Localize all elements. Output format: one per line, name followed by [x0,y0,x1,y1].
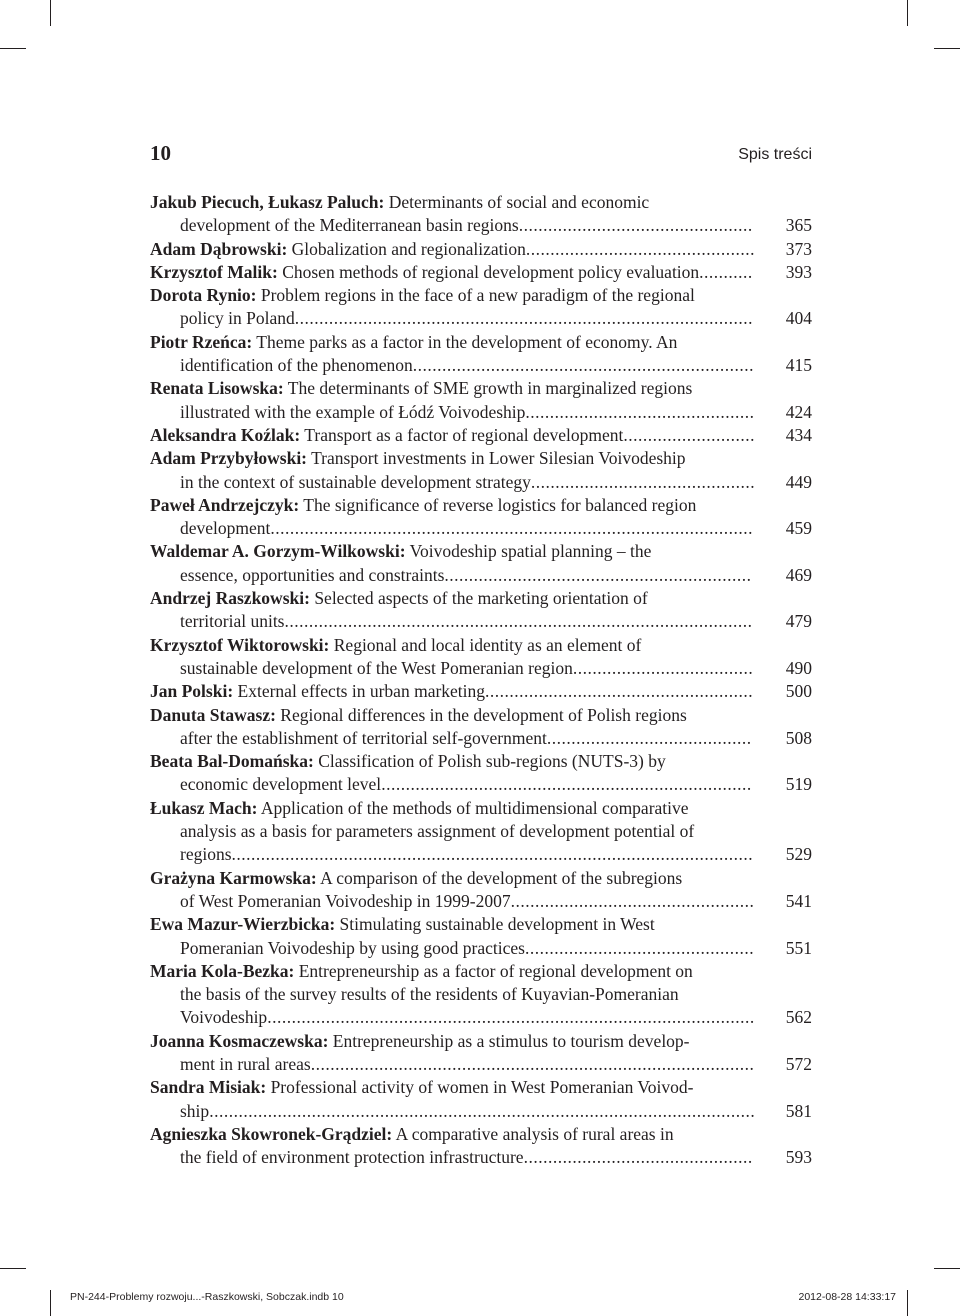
toc-entry-page: 500 [785,681,812,702]
toc-entry-page: 551 [785,937,812,958]
toc-entry [150,913,812,960]
toc-entry [150,797,812,867]
toc-entry [150,960,812,1030]
crop-mark [934,48,960,49]
toc-entry-title [150,447,760,494]
toc-entry-title-line: A comparison of the development of the subregions [316,867,683,888]
toc-entry [150,587,812,634]
toc-entry [150,750,812,797]
leader-dots: ........................... [623,424,756,445]
toc-entry [150,1076,812,1123]
leader-dots: ........................................................................................................... [231,844,754,865]
leader-dots: ................................................ [518,215,753,236]
footer-timestamp: 2012-08-28 14:33:17 [798,1291,896,1303]
leader-dots: ............................................... [525,401,755,422]
toc-entry-title-line: essence, opportunities and constraints [180,564,445,585]
toc-entry-title-line: Problem regions in the face of a new paradigm of the regional [256,285,695,306]
toc-entry-title-line: A comparative analysis of rural areas in [392,1123,674,1144]
toc-entry-title [150,540,760,587]
toc-entry-title [150,494,760,541]
toc-entry-title-line: Entrepreneurship as a factor of regional development on [294,960,693,981]
toc-entry-title-line: Transport as a factor of regional development [300,424,624,445]
toc-entry-page: 424 [785,401,812,422]
leader-dots: ................................................................................................................ [209,1100,756,1121]
leader-dots: .................................................................................................... [267,1007,755,1028]
toc-entry-title-line: in the context of sustainable development strategy [180,471,531,492]
page-header [150,140,812,170]
toc-entry-author: Łukasz Mach: [150,797,258,818]
toc-entry-title-line: Theme parks as a factor in the development of economy. An [252,331,678,352]
toc-entry-author: Danuta Stawasz: [150,704,276,725]
leader-dots: .................................................. [510,890,755,911]
toc-entry-title-line: Application of the methods of multidimensional comparative [257,797,689,818]
crop-mark [0,48,26,49]
leader-dots: .............................................. [530,471,756,492]
toc-entry-title [150,960,760,1030]
toc-entry-author: Paweł Andrzejczyk: [150,494,300,515]
toc-entry-author: Maria Kola-Bezka: [150,960,295,981]
toc-entry-title-line: Pomeranian Voivodeship by using good practices [180,937,525,958]
crop-mark [907,0,908,26]
toc-entry-author: Krzysztof Malik: [150,261,278,282]
toc-entry-title-line: sustainable development of the West Pomeranian region [180,657,573,678]
toc-entry [150,447,812,494]
leader-dots: ................................................................................................ [284,611,753,632]
toc-entry-title [150,238,760,261]
toc-entry [150,680,812,703]
crop-mark [934,1268,960,1269]
toc-entry-author: Dorota Rynio: [150,285,257,306]
toc-entry-title-line: economic development level [180,774,382,795]
toc-entry [150,238,812,261]
leader-dots: ............................................................... [444,564,752,585]
toc-entry-title-line: Entrepreneurship as a stimulus to tourism develop- [328,1030,690,1051]
toc-entry-author: Sandra Misiak: [150,1077,267,1098]
toc-entry-page: 541 [785,890,812,911]
toc-entry-page: 490 [785,657,812,678]
toc-entry-title [150,587,760,634]
toc-entry-author: Jakub Piecuch, Łukasz Paluch: [150,192,385,212]
toc-entry-title-line: Chosen methods of regional development policy evaluation [277,261,700,282]
toc-entry-title [150,1030,760,1077]
leader-dots: ........... [699,261,753,282]
toc-entry-title-line: development of the Mediterranean basin regions [180,215,519,236]
toc-entry-page: 415 [785,355,812,376]
toc-entry-title-line: Determinants of social and economic [384,192,650,212]
toc-entry [150,494,812,541]
toc-entry-title-line: The significance of reverse logistics for balanced region [299,494,697,515]
toc-entry-title [150,284,760,331]
leader-dots: .......................................... [546,727,752,748]
toc-entry-page: 479 [785,611,812,632]
toc-entry-title [150,797,760,867]
toc-entry-author: Waldemar A. Gorzym-Wilkowski: [150,541,406,562]
toc-entry-author: Jan Polski: [150,681,234,702]
toc-entry-title-line: ship [180,1100,210,1121]
toc-entry-title-line: External effects in urban marketing [233,681,486,702]
toc-entry [150,377,812,424]
toc-entry-page: 434 [785,424,812,445]
toc-entry-title [150,750,760,797]
crop-mark [907,1290,908,1316]
toc-entry [150,867,812,914]
leader-dots: ...................................................................... [412,355,755,376]
toc-entry [150,191,812,238]
toc-entry-title-line: Voivodeship [180,1007,268,1028]
toc-entry [150,331,812,378]
toc-entry-author: Aleksandra Koźlak: [150,424,301,445]
toc-entry [150,540,812,587]
toc-entry [150,1030,812,1077]
toc-entry-author: Renata Lisowska: [150,378,284,399]
leader-dots: ............................................... [525,238,755,259]
toc-entry-author: Ewa Mazur-Wierzbicka: [150,914,336,935]
toc-entry-title-line: Professional activity of women in West Pomeranian Voivod- [266,1077,694,1098]
toc-entry-author: Adam Przybyłowski: [150,448,308,469]
toc-entry-page: 393 [785,261,812,282]
toc-entry-title-line: after the establishment of territorial self-government [180,727,547,748]
leader-dots: ..................................... [572,657,754,678]
toc-entry-author: Joanna Kosmaczewska: [150,1030,329,1051]
leader-dots: ............................................... [524,937,755,958]
leader-dots: ............................................................................ [381,774,752,795]
toc-entry-title-line: Stimulating sustainable development in West [335,914,655,935]
section-title: Spis treści [738,146,812,163]
toc-entry-title [150,680,760,703]
toc-entry-author: Andrzej Raszkowski: [150,588,310,609]
footer-file-name: PN-244-Problemy rozwoju...-Raszkowski, Sobczak.indb 10 [70,1291,344,1303]
toc-entry-author: Agnieszka Skowronek-Grądziel: [150,1123,393,1144]
toc-entry-page: 373 [785,238,812,259]
toc-entry-page: 459 [785,518,812,539]
toc-entry-title-line: policy in Poland [180,308,295,329]
toc-entry-author: Adam Dąbrowski: [150,238,288,259]
toc-entry [150,261,812,284]
crop-mark [50,1290,51,1316]
toc-entry-title-line: The determinants of SME growth in marginalized regions [283,378,693,399]
toc-entry-title [150,261,760,284]
toc-entry-title [150,913,760,960]
toc-entry-title-line: Voivodeship spatial planning – the [405,541,652,562]
page-number: 10 [150,141,171,165]
toc-entry-title [150,1123,760,1170]
crop-mark [0,1268,26,1269]
toc-entry-title-line: development [180,518,271,539]
toc-entry-page: 581 [785,1100,812,1121]
toc-entry-title-line: territorial units [180,611,285,632]
toc-entry-page: 519 [785,774,812,795]
toc-entry [150,284,812,331]
toc-entry-author: Krzysztof Wiktorowski: [150,634,330,655]
toc-entry-title-line: Selected aspects of the marketing orientation of [309,588,648,609]
toc-entry-author: Piotr Rzeńca: [150,331,253,352]
toc-entry-title-line: the basis of the survey results of the residents of Kuyavian-Pomeranian [180,984,679,1005]
table-of-contents [150,191,812,1169]
toc-entry-title [150,424,760,447]
toc-entry-title [150,377,760,424]
toc-entry-page: 572 [785,1053,812,1074]
toc-entry-title-line: of West Pomeranian Voivodeship in 1999-2007 [180,890,511,911]
toc-entry-title-line: ment in rural areas [180,1053,311,1074]
toc-entry-title-line: Classification of Polish sub-regions (NUTS-3) by [313,751,666,772]
toc-entry-title-line: Regional and local identity as an element of [329,634,642,655]
toc-entry-page: 404 [785,308,812,329]
toc-entry-page: 469 [785,564,812,585]
toc-entry [150,1123,812,1170]
toc-entry [150,704,812,751]
toc-entry-title [150,191,760,238]
toc-entry-title-line: Globalization and regionalization [287,238,526,259]
toc-entry-title-line: Transport investments in Lower Silesian Voivodeship [307,448,686,469]
toc-entry-page: 449 [785,471,812,492]
toc-entry-title [150,331,760,378]
leader-dots: ....................................................... [485,681,754,702]
toc-entry-page: 508 [785,727,812,748]
leader-dots: ........................................................................................... [310,1053,755,1074]
toc-entry-title-line: illustrated with the example of Łódź Voivodeship [180,401,526,422]
leader-dots: ................................................................................................... [270,518,754,539]
toc-entry-page: 365 [785,215,812,236]
toc-entry-title [150,1076,760,1123]
toc-entry-title-line: identification of the phenomenon [180,355,413,376]
toc-entry [150,424,812,447]
toc-entry-author: Grażyna Karmowska: [150,867,317,888]
toc-entry-title-line: regions [180,844,232,865]
leader-dots: ............................................... [523,1147,753,1168]
toc-entry-page: 529 [785,844,812,865]
toc-entry-page: 593 [785,1147,812,1168]
leader-dots: .............................................................................................. [294,308,753,329]
crop-mark [50,0,51,26]
toc-entry-title-line: Regional differences in the development of Polish regions [275,704,687,725]
toc-entry-title-line: analysis as a basis for parameters assignment of development potential of [180,821,695,842]
toc-entry [150,634,812,681]
toc-entry-title [150,704,760,751]
toc-entry-title-line: the field of environment protection infrastructure [180,1147,524,1168]
toc-entry-title [150,867,760,914]
toc-entry-page: 562 [785,1007,812,1028]
toc-entry-title [150,634,760,681]
toc-entry-author: Beata Bal-Domańska: [150,751,314,772]
